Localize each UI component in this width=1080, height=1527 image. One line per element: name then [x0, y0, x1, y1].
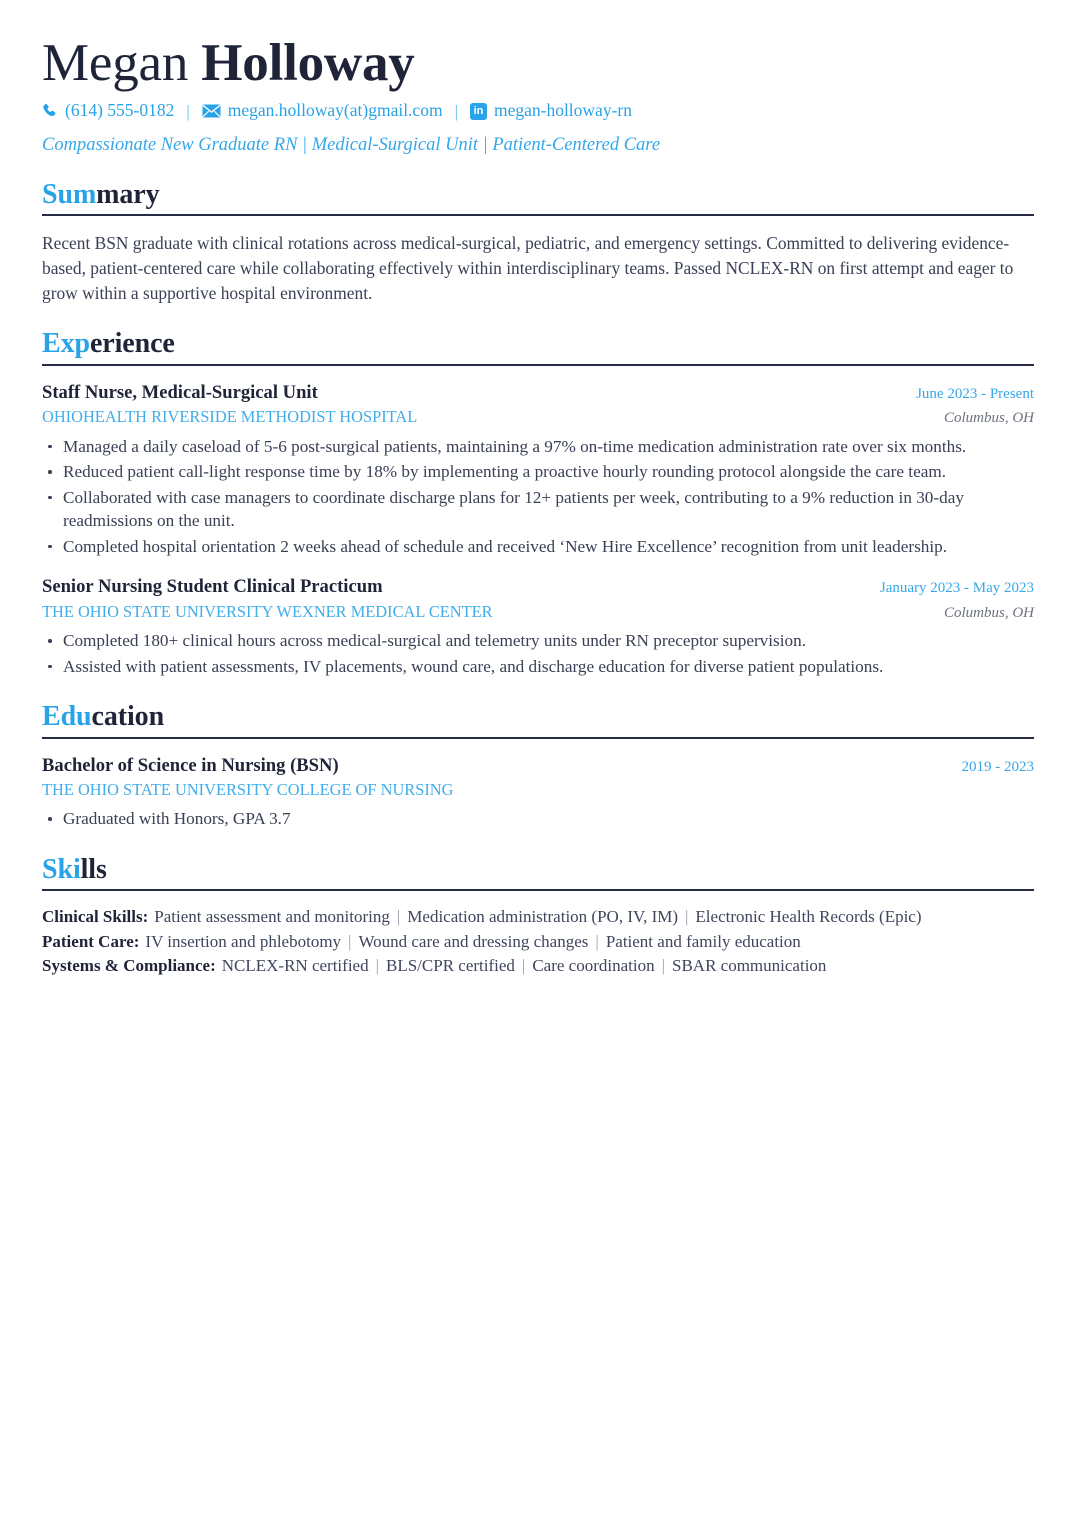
employer-name: THE OHIO STATE UNIVERSITY WEXNER MEDICAL CENTER	[42, 601, 493, 621]
list-item: Completed hospital orientation 2 weeks ahead of schedule and received ‘New Hire Excellence’ recognition from unit leadership.	[42, 535, 1034, 559]
skill-item: SBAR communication	[672, 956, 827, 976]
skill-separator: |	[375, 956, 379, 976]
skill-row	[42, 954, 1034, 979]
job-date-range: June 2023 - Present	[916, 385, 1034, 402]
skill-items	[154, 907, 921, 926]
entry-header	[42, 575, 1034, 598]
section-divider	[42, 364, 1034, 366]
list-item: Reduced patient call-light response time by 18% by implementing a proactive hourly rounding protocol alongside the care team.	[42, 460, 1034, 484]
section-title-summary	[42, 179, 1034, 211]
section-title-accent: Sum	[42, 179, 97, 211]
skill-item: Electronic Health Records (Epic)	[695, 907, 922, 927]
section-title-rest: cation	[91, 701, 165, 733]
list-item: Completed 180+ clinical hours across medical-surgical and telemetry units under RN preceptor supervision.	[42, 629, 1034, 653]
job-title: Staff Nurse, Medical-Surgical Unit	[42, 381, 318, 403]
section-title-experience	[42, 328, 1034, 360]
section-title-accent: Exp	[42, 328, 90, 360]
skill-category-label: Clinical Skills:	[42, 907, 149, 927]
headline-tagline: Compassionate New Graduate RN | Medical-Surgical Unit | Patient-Centered Care	[42, 134, 661, 155]
section-title-skills	[42, 854, 1034, 886]
section-title-rest: mary	[96, 179, 160, 211]
contact-separator-2: |	[454, 101, 458, 121]
section-divider	[42, 737, 1034, 739]
employer-name: OHIOHEALTH RIVERSIDE METHODIST HOSPITAL	[42, 406, 418, 426]
job-title: Senior Nursing Student Clinical Practicum	[42, 576, 383, 598]
skill-item: BLS/CPR certified	[386, 956, 515, 976]
job-location: Columbus, OH	[943, 604, 1034, 621]
skill-row	[42, 930, 1034, 955]
skill-separator: |	[595, 931, 599, 951]
section-title-rest: lls	[80, 853, 107, 885]
entry-subheader	[42, 780, 1034, 801]
contact-linkedin[interactable]	[470, 102, 632, 120]
section-divider	[42, 889, 1034, 891]
linkedin-label: megan-holloway-rn	[493, 100, 632, 121]
skills-list	[42, 905, 1034, 979]
education-entry	[42, 754, 1034, 831]
email-icon	[202, 104, 221, 118]
skill-item: Care coordination	[532, 956, 655, 976]
first-name: Megan	[42, 34, 189, 92]
section-title-accent: Edu	[42, 701, 92, 733]
skill-separator: |	[396, 907, 401, 927]
skill-category-label: Systems & Compliance:	[42, 956, 216, 976]
skill-row	[42, 905, 1034, 930]
skill-item: NCLEX-RN certified	[221, 956, 369, 976]
candidate-name	[42, 34, 1034, 93]
entry-header	[42, 754, 1034, 777]
summary-paragraph: Recent BSN graduate with clinical rotations across medical-surgical, pediatric, and emergency settings. Committed to delivering evidence-based, patient-centered care while collaborating effectively within interdisciplinary teams. Passed NCLEX-RN on first attempt and eager to grow within a supportive hospital environment.	[42, 233, 1014, 303]
contact-row	[42, 102, 1034, 120]
section-divider	[42, 214, 1034, 216]
entry-subheader	[42, 407, 1034, 428]
skill-separator: |	[685, 907, 689, 927]
job-date-range: January 2023 - May 2023	[879, 580, 1034, 597]
school-name: THE OHIO STATE UNIVERSITY COLLEGE OF NURSING	[42, 779, 454, 799]
contact-phone[interactable]	[42, 102, 174, 120]
phone-icon	[42, 103, 58, 119]
section-experience	[42, 328, 1034, 678]
skill-item: IV insertion and phlebotomy	[145, 931, 342, 951]
skill-item: Patient assessment and monitoring	[154, 907, 390, 927]
experience-entry	[42, 381, 1034, 559]
job-location: Columbus, OH	[943, 409, 1034, 426]
resume-header	[42, 34, 1034, 156]
linkedin-icon: in	[470, 103, 487, 120]
email-label: megan.holloway(at)gmail.com	[227, 100, 443, 121]
degree-date-range: 2019 - 2023	[961, 758, 1034, 775]
list-item: Managed a daily caseload of 5-6 post-surgical patients, maintaining a 97% on-time medication administration rate over six months.	[42, 435, 1034, 459]
skill-separator: |	[521, 956, 526, 976]
section-title-education	[42, 701, 1034, 733]
education-bullet-list	[42, 807, 1034, 831]
skill-items	[145, 932, 800, 951]
skill-separator: |	[348, 931, 352, 951]
list-item: Collaborated with case managers to coordinate discharge plans for 12+ patients per week, contributing to a 9% reduction in 30-day readmissions on the unit.	[42, 486, 1034, 533]
last-name: Holloway	[201, 34, 415, 92]
job-bullet-list	[42, 629, 1034, 678]
section-education	[42, 701, 1034, 830]
section-summary	[42, 179, 1034, 305]
phone-label: (614) 555-0182	[65, 100, 175, 121]
experience-entry	[42, 575, 1034, 678]
entry-header	[42, 381, 1034, 404]
job-bullet-list	[42, 435, 1034, 559]
list-item: Assisted with patient assessments, IV placements, wound care, and discharge education for diverse patient populations.	[42, 655, 1034, 679]
skill-item: Wound care and dressing changes	[358, 931, 589, 951]
contact-email[interactable]	[202, 102, 443, 120]
contact-separator-1: |	[186, 101, 190, 121]
section-title-accent: Ski	[42, 853, 81, 885]
skill-category-label: Patient Care:	[42, 931, 140, 951]
section-skills	[42, 854, 1034, 979]
skill-item: Medication administration (PO, IV, IM)	[407, 907, 679, 927]
degree-title: Bachelor of Science in Nursing (BSN)	[42, 754, 339, 776]
skill-items	[222, 956, 827, 975]
section-title-rest: erience	[89, 328, 175, 360]
skill-item: Patient and family education	[605, 931, 801, 951]
skill-separator: |	[661, 956, 665, 976]
entry-subheader	[42, 602, 1034, 623]
list-item: Graduated with Honors, GPA 3.7	[42, 807, 1034, 831]
